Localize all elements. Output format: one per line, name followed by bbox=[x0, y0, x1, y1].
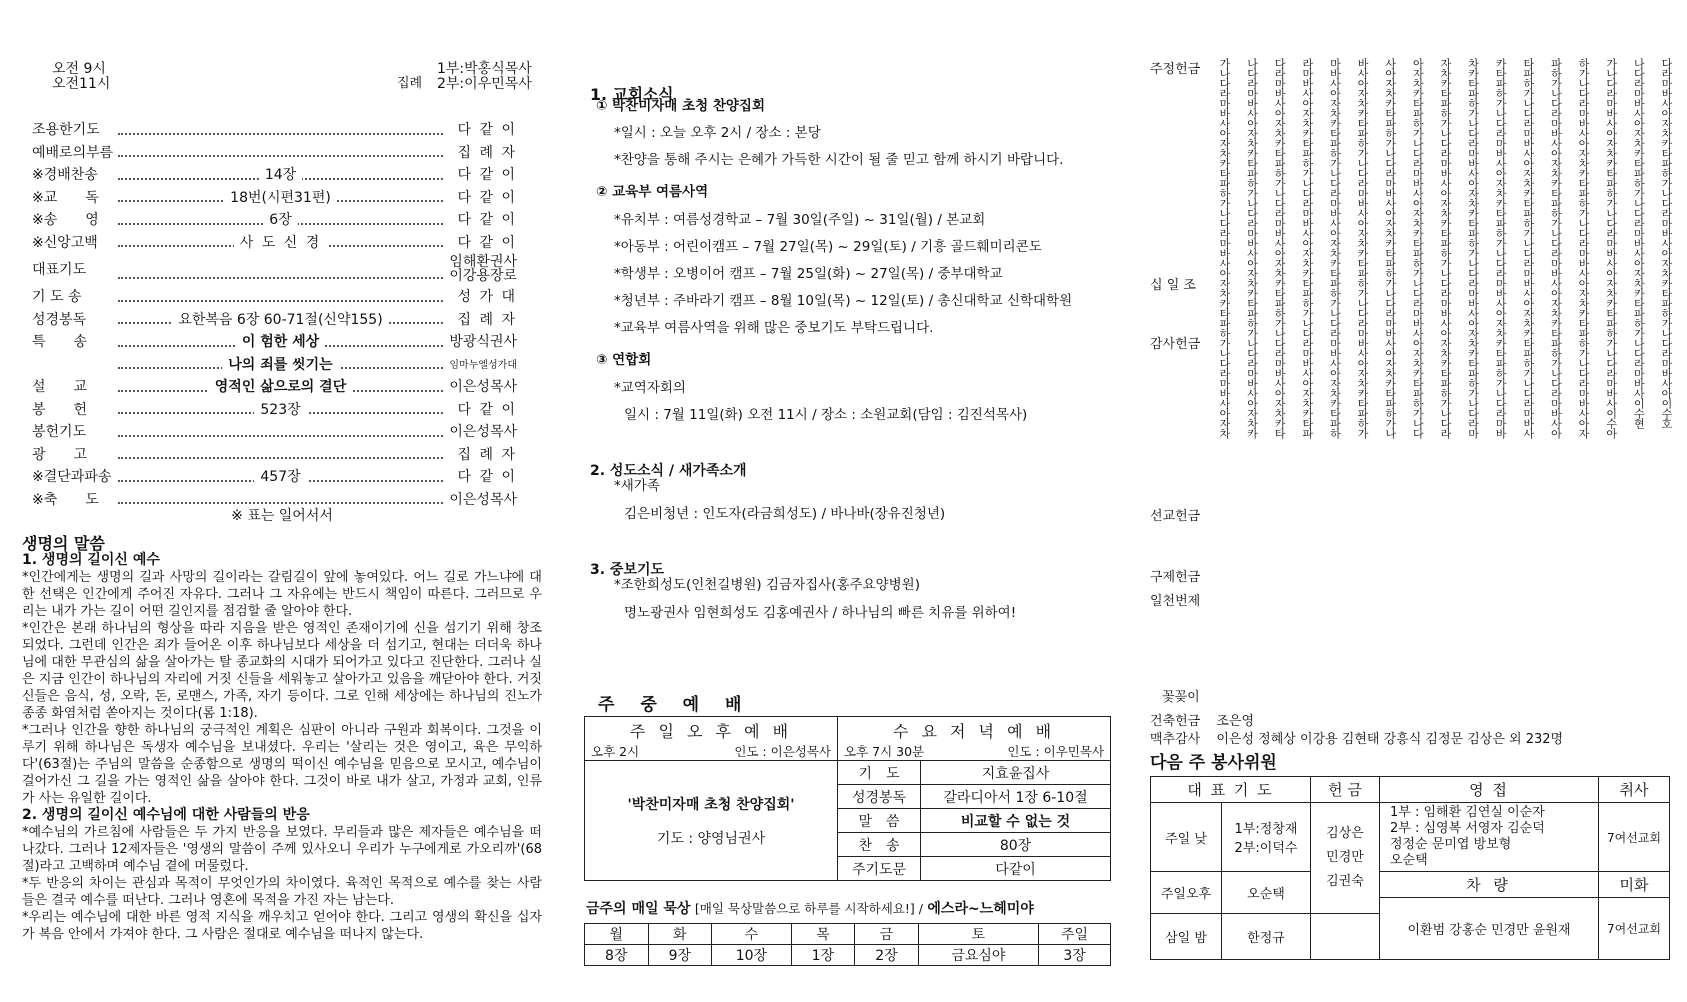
order-responsible: 다 같 이 bbox=[457, 469, 517, 486]
order-content bbox=[114, 420, 447, 443]
vol-offering-continued bbox=[1311, 914, 1380, 960]
order-label: ※교 독 bbox=[32, 189, 99, 206]
daily-meditation-label: 금주의 매일 묵상 bbox=[586, 901, 691, 917]
day-chapter: 10장 bbox=[712, 945, 792, 966]
sunday-pm-title: 주 일 오 후 예 배 bbox=[629, 722, 793, 741]
news-item-heading: ③ 연합회 bbox=[596, 352, 652, 368]
wednesday-header bbox=[838, 717, 1111, 761]
vol-prayer-names: 1부:정창재 2부:이덕수 bbox=[1222, 803, 1311, 872]
order-content-text: 영적인 삶으로의 결단 bbox=[209, 376, 352, 396]
offering-name-column: 타파하가나다라마바사아자차카타파하가나다라마바사아자차카타파하가나다라마바사 bbox=[1521, 58, 1535, 438]
wed-row-value: 지효윤집사 bbox=[921, 761, 1111, 785]
offering-label: 꽃꽂이 bbox=[1162, 690, 1200, 705]
offering-label: 십 일 조 bbox=[1150, 278, 1196, 293]
order-label: 봉 헌 bbox=[32, 401, 88, 418]
daily-meditation-line bbox=[586, 898, 1034, 918]
order-content bbox=[114, 353, 447, 376]
order-content bbox=[114, 375, 447, 398]
wed-row-key: 찬 송 bbox=[838, 833, 921, 857]
offering-name-column: 차카타파하가나다라마바사아자차카타파하가나다라마바사아자차카타파하가나다라마 bbox=[1466, 58, 1480, 438]
order-responsible: 집 례 자 bbox=[457, 144, 517, 161]
order-content-text: 나의 죄를 씻기는 bbox=[222, 354, 338, 374]
order-row bbox=[32, 465, 517, 488]
daily-meditation-note: [매일 묵상말씀으로 하루를 시작하세요!] / bbox=[694, 901, 923, 916]
sunday-pm-content bbox=[585, 761, 838, 881]
offering-name-column: 파하가나다라마바사아자차카타파하가나다라마바사아자차카타파하가나다라마바사아 bbox=[1549, 58, 1563, 438]
order-row bbox=[32, 141, 517, 164]
order-label: ※신앙고백 bbox=[32, 234, 98, 251]
offering-name-column: 다라마바사아자차카타파하가나다라마바사아자차카타파하가나다라마바사아이수호 bbox=[1660, 58, 1673, 428]
order-label: ※결단과파송 bbox=[32, 469, 112, 486]
day-chapter: 9장 bbox=[648, 945, 712, 966]
order-content bbox=[114, 465, 447, 488]
life-word-paragraph: *그러나 인간을 향한 하나님의 궁극적인 계획은 심판이 아니라 구원과 회복이다. 그것을 이루기 위해 하나님은 독생자 예수님을 보내셨다. 우리는 '살리는 것은 영이고, 육은 무익하다'(63절)는 주님의 말씀을 순종함으로 생명의 떡이신 예수님을 믿음으로 모시고, 예수님이 걸어가신 그 길을 가는 영적인 삶을 살아야 한다. 그것이 바로 내가 살고, 가정과 교회, 인류가 사는 유일한 길이다. bbox=[22, 723, 542, 806]
order-content-text: 요한복음 6장 60-71절(신약155) bbox=[172, 309, 388, 329]
order-row bbox=[32, 208, 517, 231]
day-header: 주일 bbox=[1039, 924, 1111, 945]
offering-name-column: 마바사아자차카타파하가나다라마바사아자차카타파하가나다라마바사아자차카타파하 bbox=[1328, 58, 1342, 438]
offering-name-column: 아자차카타파하가나다라마바사아자차카타파하가나다라마바사아자차카타파하가나다 bbox=[1411, 58, 1425, 438]
order-row bbox=[32, 353, 517, 376]
order-content bbox=[114, 330, 447, 353]
news-text: *교역자회의 bbox=[614, 380, 686, 396]
wed-row-value: 다같이 bbox=[921, 857, 1111, 881]
order-label: ※경배찬송 bbox=[32, 167, 98, 184]
order-row bbox=[32, 285, 517, 308]
life-word-paragraph: *우리는 예수님에 대한 바른 영적 지식을 깨우치고 얻어야 한다. 그리고 영생의 확신을 십자가 복음 안에서 가져야 한다. 그 사람은 절대로 예수님을 떠나지 않는다. bbox=[22, 910, 542, 942]
wed-row-value: 비교할 수 없는 것 bbox=[921, 809, 1111, 833]
order-content-text: 18번(시편31편) bbox=[224, 187, 337, 207]
order-row bbox=[32, 118, 517, 141]
day-header: 토 bbox=[918, 924, 1038, 945]
vol-offering-names: 김상은 민경만 김권숙 bbox=[1311, 803, 1380, 914]
sunday-pm-time: 오후 2시 bbox=[591, 744, 640, 759]
wed-row-key: 기 도 bbox=[838, 761, 921, 785]
vol-header-vehicle: 차 량 bbox=[1380, 872, 1599, 898]
offering-name-column: 바사아자차카타파하가나다라마바사아자차카타파하가나다라마바사아자차카타파하가 bbox=[1356, 58, 1370, 438]
news-text: *찬양을 통해 주시는 은혜가 가득한 시간이 될 줄 믿고 함께 하시기 바랍니다. bbox=[614, 152, 1064, 168]
day-chapter: 2장 bbox=[855, 945, 919, 966]
news-text: 김은비청년 : 인도자(라금희성도) / 바나바(장유진청년) bbox=[624, 506, 946, 522]
vol-vehicle-names: 이환범 강홍순 민경만 윤원재 bbox=[1380, 898, 1599, 960]
order-label: ※송 영 bbox=[32, 212, 99, 229]
harvest-offering bbox=[1150, 728, 1563, 747]
order-content-text: 6장 bbox=[263, 209, 297, 229]
wed-row-key: 주기도문 bbox=[838, 857, 921, 881]
sunday-pm-leader: 인도 : 이은성목사 bbox=[734, 744, 831, 759]
offering-label: 감사헌금 bbox=[1150, 337, 1201, 352]
vol-header-prayer: 대 표 기 도 bbox=[1151, 777, 1311, 803]
day-header: 수 bbox=[712, 924, 792, 945]
service-leaders bbox=[437, 62, 532, 92]
news-text: *유치부 : 여름성경학교 – 7월 30일(주일) ~ 31일(월) / 본교회 bbox=[614, 212, 986, 228]
life-word-heading-2: 2. 생명의 길이신 예수님에 대한 사람들의 반응 bbox=[22, 807, 310, 823]
order-responsible: 방광식권사 bbox=[449, 334, 517, 351]
day-chapter: 금요심야 bbox=[918, 945, 1038, 966]
order-content bbox=[114, 208, 447, 231]
church-news-title: 1. 교회소식 bbox=[590, 84, 674, 104]
vol-header-greeting: 영 접 bbox=[1380, 777, 1599, 803]
news-text: *학생부 : 오병이어 캠프 – 7월 25일(화) ~ 27일(목) / 중부대학교 bbox=[614, 266, 1003, 282]
day-chapter: 3장 bbox=[1039, 945, 1111, 966]
order-content-text: 14장 bbox=[259, 164, 302, 184]
news-item-heading: ② 교육부 여름사역 bbox=[596, 184, 709, 200]
service-time-1: 오전 9시 bbox=[52, 61, 106, 77]
order-of-service bbox=[32, 118, 517, 510]
wed-row-value: 80장 bbox=[921, 833, 1111, 857]
order-label: 기 도 송 bbox=[32, 289, 82, 306]
order-responsible: 이은성목사 bbox=[449, 491, 517, 508]
order-responsible: 다 같 이 bbox=[457, 401, 517, 418]
order-label: 광 고 bbox=[32, 446, 88, 463]
news-item-heading: ① 박찬미자매 초청 찬양집회 bbox=[596, 98, 765, 114]
officiant-label: 집례 bbox=[397, 76, 423, 91]
order-content bbox=[114, 231, 447, 254]
order-row bbox=[32, 231, 517, 254]
order-row bbox=[32, 420, 517, 443]
order-label: 예배로의부름 bbox=[32, 144, 114, 161]
harvest-offering-label: 맥추감사 bbox=[1150, 732, 1201, 747]
offering-name-column: 나다라마바사아자차카타파하가나다라마바사아자차카타파하가나다라마바사아자차카 bbox=[1245, 58, 1259, 438]
vol-row-label: 주일오후 bbox=[1151, 872, 1222, 914]
vol-row-label: 삼일 밤 bbox=[1151, 914, 1222, 960]
offering-name-column: 나다라마바사아자차카타파하가나다라마바사아자차카타파하가나다라마바사이수현 bbox=[1632, 58, 1646, 428]
offering-names bbox=[1218, 58, 1673, 726]
news-text: *아동부 : 어린이캠프 – 7월 27일(목) ~ 29일(토) / 기흥 골드훼미리콘도 bbox=[614, 239, 1042, 255]
weekly-worship-table bbox=[584, 716, 1111, 881]
vol-cooking-team: 7여선교회 bbox=[1599, 803, 1670, 872]
order-row bbox=[32, 443, 517, 466]
day-header: 금 bbox=[855, 924, 919, 945]
order-label: 성경봉독 bbox=[32, 311, 87, 328]
sunday-pm-event: '박찬미자매 초청 찬양집회' bbox=[627, 796, 795, 813]
order-content-text: 사 도 신 경 bbox=[234, 232, 327, 252]
offering-label: 선교헌금 bbox=[1150, 509, 1201, 524]
vol-header-cooking: 취사 bbox=[1599, 777, 1670, 803]
weekly-worship-title: 주 중 예 배 bbox=[598, 695, 752, 715]
order-row bbox=[32, 398, 517, 421]
wednesday-time: 오후 7시 30분 bbox=[844, 744, 925, 759]
life-word-section bbox=[22, 535, 542, 943]
order-content-text: 457장 bbox=[254, 466, 306, 486]
order-responsible: 집 례 자 bbox=[457, 311, 517, 328]
order-label: 조용한기도 bbox=[32, 122, 100, 139]
order-row bbox=[32, 375, 517, 398]
daily-meditation-book: 에스라~느헤미야 bbox=[927, 901, 1034, 917]
wed-row-key: 성경봉독 bbox=[838, 785, 921, 809]
order-content-text: 523장 bbox=[254, 399, 306, 419]
order-content bbox=[114, 163, 447, 186]
service-times bbox=[52, 62, 110, 92]
order-label: ※축 도 bbox=[32, 491, 99, 508]
sunday-pm-prayer: 기도 : 양영님권사 bbox=[656, 830, 766, 847]
day-chapter: 1장 bbox=[791, 945, 855, 966]
news-text: 명노광권사 임현희성도 김홍예권사 / 하나님의 빠른 치유를 위하여! bbox=[624, 605, 1017, 621]
order-responsible: 성 가 대 bbox=[457, 289, 517, 306]
building-offering-name: 조은영 bbox=[1216, 714, 1255, 729]
order-content bbox=[114, 253, 447, 285]
order-content-text: 이 험한 세상 bbox=[236, 331, 325, 351]
wed-row-key: 말 씀 bbox=[838, 809, 921, 833]
vol-header-cleaning: 미화 bbox=[1599, 872, 1670, 898]
offering-name-column: 사아자차카타파하가나다라마바사아자차카타파하가나다라마바사아자차카타파하가나 bbox=[1383, 58, 1397, 438]
order-responsible: 이은성목사 bbox=[449, 379, 517, 396]
life-word-paragraph: *두 반응의 차이는 관심과 목적이 무엇인가의 차이였다. 육적인 목적으로 예수를 찾는 사람들은 결국 예수를 떠난다. 그러나 영혼에 목적을 가진 자는 남는다. bbox=[22, 876, 542, 908]
offering-name-column: 라마바사아자차카타파하가나다라마바사아자차카타파하가나다라마바사아자차카타파 bbox=[1300, 58, 1314, 438]
order-row bbox=[32, 308, 517, 331]
order-content bbox=[114, 186, 447, 209]
order-content bbox=[114, 285, 447, 308]
volunteers-title: 다음 주 봉사위원 bbox=[1150, 753, 1277, 773]
order-content bbox=[114, 308, 447, 331]
offering-name-column: 하가나다라마바사아자차카타파하가나다라마바사아자차카타파하가나다라마바사아자 bbox=[1577, 58, 1591, 438]
offering-label: 구제헌금 bbox=[1150, 570, 1201, 585]
life-word-paragraph: *인간에게는 생명의 길과 사망의 길이라는 갈림길이 앞에 놓여있다. 어느 길로 가느냐에 대한 선택은 인간에게 주어진 자유다. 그러나 그 자유에는 반드시 책임이 따른다. 그러므로 우리는 내가 가는 길이 어떤 길인지를 점검할 줄 알아야 한다. bbox=[22, 570, 542, 619]
order-content bbox=[114, 118, 447, 141]
offering-name-column: 가나다라마바사아자차카타파하가나다라마바사아자차카타파하가나다라마바사아자차 bbox=[1218, 58, 1231, 438]
news-text: *청년부 : 주바라기 캠프 – 8월 10일(목) ~ 12일(토) / 총신대학교 신학대학원 bbox=[614, 293, 1073, 309]
order-label: 대표기도 bbox=[32, 262, 87, 278]
order-responsible: 다 같 이 bbox=[457, 189, 517, 206]
wed-row-value: 갈라디아서 1장 6-10절 bbox=[921, 785, 1111, 809]
service-time-2: 오전11시 bbox=[52, 76, 111, 92]
building-offering bbox=[1150, 710, 1254, 729]
standing-note: ※ 표는 일어서서 bbox=[231, 508, 333, 524]
day-header: 월 bbox=[585, 924, 649, 945]
news-text: *새가족 bbox=[614, 478, 660, 494]
order-responsible: 다 같 이 bbox=[457, 234, 517, 251]
life-word-heading-1: 1. 생명의 길이신 예수 bbox=[22, 552, 160, 568]
vol-cleaning-team: 7여선교회 bbox=[1599, 898, 1670, 960]
order-label: 봉헌기도 bbox=[32, 424, 87, 441]
order-responsible: 집 례 자 bbox=[457, 446, 517, 463]
order-responsible: 다 같 이 bbox=[457, 212, 517, 229]
offering-label: 일천번제 bbox=[1150, 594, 1201, 609]
order-row bbox=[32, 186, 517, 209]
member-news-title: 2. 성도소식 / 새가족소개 bbox=[590, 463, 747, 479]
sunday-pm-header bbox=[585, 717, 838, 761]
order-label: 특 송 bbox=[32, 334, 88, 351]
vol-greeting-names: 1부 : 임해환 김연실 이순자 2부 : 심영복 서영자 김순덕 정정순 문미엽 방보형 오순택 bbox=[1380, 803, 1599, 872]
daily-meditation-table bbox=[584, 923, 1111, 966]
day-header: 화 bbox=[648, 924, 712, 945]
life-word-title: 생명의 말씀 bbox=[22, 534, 105, 553]
news-text: 일시 : 7월 11일(화) 오전 11시 / 장소 : 소원교회(담임 : 김진석목사) bbox=[624, 407, 1028, 423]
offering-name-column: 자차카타파하가나다라마바사아자차카타파하가나다라마바사아자차카타파하가나다라 bbox=[1439, 58, 1452, 438]
vol-row-label: 주일 낮 bbox=[1151, 803, 1222, 872]
prayer-title: 3. 중보기도 bbox=[590, 562, 665, 578]
order-content bbox=[114, 443, 447, 466]
order-responsible: 다 같 이 bbox=[457, 167, 517, 184]
order-row bbox=[32, 330, 517, 353]
order-responsible: 다 같 이 bbox=[457, 122, 517, 139]
order-row bbox=[32, 163, 517, 186]
vol-header-offering: 헌 금 bbox=[1311, 777, 1380, 803]
offering-label: 주정헌금 bbox=[1150, 62, 1201, 77]
order-responsible: 이은성목사 bbox=[449, 424, 517, 441]
order-responsible: 임해환권사 이강용장로 bbox=[449, 254, 517, 284]
offering-name-column: 다라마바사아자차카타파하가나다라마바사아자차카타파하가나다라마바사아자차카타 bbox=[1273, 58, 1287, 438]
volunteers-table bbox=[1150, 776, 1670, 960]
day-header: 목 bbox=[791, 924, 855, 945]
order-row bbox=[32, 253, 517, 285]
news-text: *일시 : 오늘 오후 2시 / 장소 : 본당 bbox=[614, 125, 821, 141]
day-chapter: 8장 bbox=[585, 945, 649, 966]
harvest-offering-names: 이은성 정혜상 이강용 김현태 강흥식 김정문 김상은 외 232명 bbox=[1216, 732, 1564, 747]
life-word-paragraph: *예수님의 가르침에 사람들은 두 가지 반응을 보였다. 무리들과 많은 제자들은 예수님을 떠나갔다. 그러나 12제자들은 '영생의 말씀이 주께 있사오니 우리가 누구에게로 가오리까'(68절)라고 고백하며 예수님 곁에 머물렀다. bbox=[22, 825, 542, 874]
life-word-paragraph: *인간은 본래 하나님의 형상을 따라 지음을 받은 영적인 존재이기에 신을 섬기기 위해 창조되었다. 그런데 인간은 죄가 들어온 이후 하나님보다 세상을 더 섬기고, 현대는 더더욱 하나님에 대한 무관심의 삶을 살아가는 탈 종교화의 시대가 되어가고 있다고 진단한다. 그러나 실은 지금 인간이 하나님의 자리에 거짓 신들을 세워놓고 살아가고 있음을 깨닫아야 한다. 거짓 신들은 음식, 성, 오락, 돈, 로맨스, 가족, 자기 등이다. 그로 인해 세상에는 하나님의 진노가 종종 화염처럼 쏟아지는 것이다(롬 1:18). bbox=[22, 621, 542, 721]
leader-2: 2부:이우민목사 bbox=[437, 76, 532, 92]
vol-prayer-names: 한정규 bbox=[1222, 914, 1311, 960]
offering-name-column: 가나다라마바사아자차카타파하가나다라마바사아자차카타파하가나다라마바사이수아 bbox=[1604, 58, 1618, 438]
wednesday-leader: 인도 : 이우민목사 bbox=[1007, 744, 1104, 759]
news-text: *조한희성도(인천길병원) 김금자집사(홍주요양병원) bbox=[614, 577, 920, 593]
order-content bbox=[114, 141, 447, 164]
offering-name-column: 카타파하가나다라마바사아자차카타파하가나다라마바사아자차카타파하가나다라마바 bbox=[1494, 58, 1508, 438]
leader-1: 1부:박홍식목사 bbox=[437, 61, 532, 77]
order-content bbox=[114, 398, 447, 421]
wednesday-title: 수 요 저 녁 예 배 bbox=[892, 722, 1056, 741]
order-label: 설 교 bbox=[32, 379, 88, 396]
news-text: *교육부 여름사역을 위해 많은 중보기도 부탁드립니다. bbox=[614, 320, 934, 336]
building-offering-label: 건축헌금 bbox=[1150, 714, 1201, 729]
vol-prayer-names: 오순택 bbox=[1222, 872, 1311, 914]
order-responsible: 임마누엘성가대 bbox=[449, 360, 517, 372]
